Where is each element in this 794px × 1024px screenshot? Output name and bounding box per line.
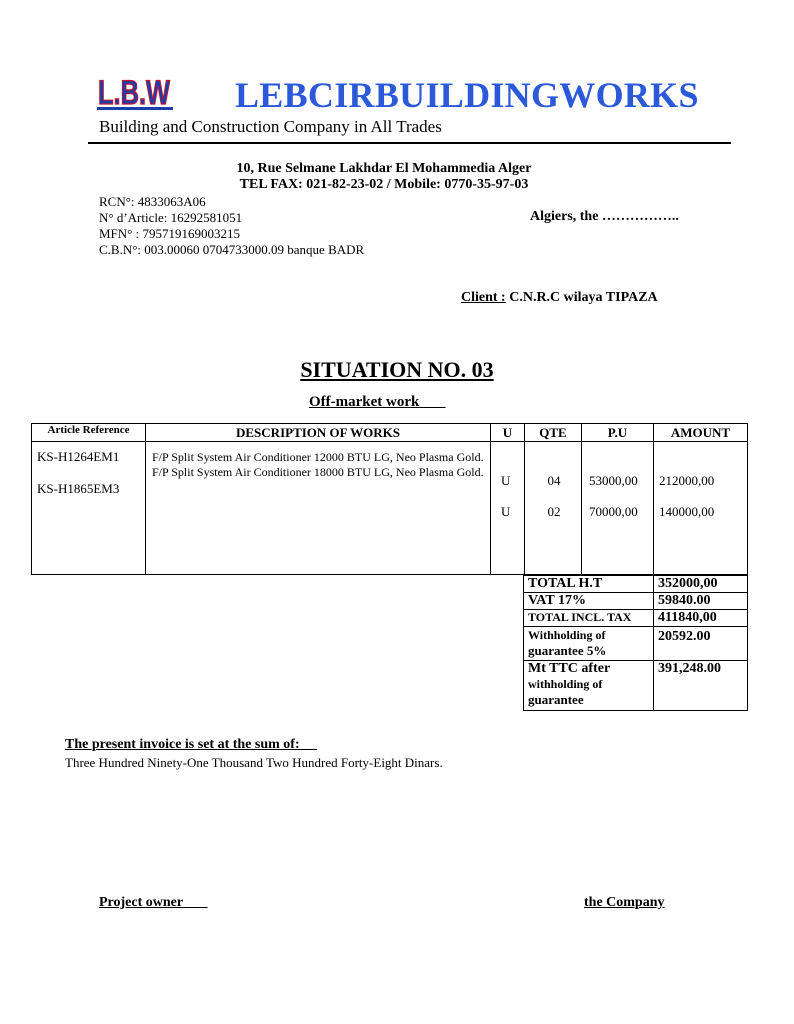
list-item: 70000,00 [589,504,638,519]
list-item: KS-H1865EM3 [37,481,120,496]
client-value: C.N.R.C wilaya TIPAZA [505,290,658,305]
totals-table [523,575,748,711]
document-title: SITUATION NO. 03 [300,357,494,382]
table-row [524,576,748,593]
mt-ttc-label: Mt TTC after withholding of guarantee [524,661,654,711]
registration-article: N° d’Article: 16292581051 [99,210,243,225]
table-row [524,661,748,711]
company-phone: TEL FAX: 021-82-23-02 / Mobile: 0770-35-97-03 [239,177,529,192]
list-item: 212000,00 [659,473,715,488]
client-line [461,290,658,306]
list-item: F/P Split System Air Conditioner 18000 BTU LG, Neo Plasma Gold. [152,465,484,479]
client-label: Client : [461,290,506,305]
registration-cbn: C.B.N°: 003.00060 0704733000.09 banque BADR [99,242,365,257]
company-tagline: Building and Construction Company in All Trades [99,117,442,136]
vat-value: 59840.00 [654,593,748,610]
table-body-row [32,442,748,575]
svg-text:L.B.W: L.B.W [98,74,171,112]
list-item: 02 [547,504,561,519]
pu-cell [582,442,654,575]
works-table [31,423,748,575]
sum-heading: The present invoice is set at the sum of: [65,737,300,752]
project-owner-signature: Project owner [99,895,184,910]
qte-cell [525,442,582,575]
withholding-value: 20592.00 [654,627,748,661]
list-item: 140000,00 [659,504,715,519]
header-pu: P.U [582,424,654,442]
incl-tax-value: 411840,00 [654,610,748,627]
mt-ttc-value: 391,248.00 [654,661,748,711]
total-ht-value: 352000,00 [654,576,748,593]
withholding-label: Withholding of guarantee 5% [524,627,654,661]
company-signature: the Company [584,895,665,910]
header-amount: AMOUNT [654,424,748,442]
header-description: DESCRIPTION OF WORKS [146,424,491,442]
header-divider [88,142,731,144]
table-row [524,627,748,661]
header-unit: U [491,424,525,442]
list-item: U [501,473,511,488]
registration-mfn: MFN° : 795719169003215 [99,226,240,241]
total-ht-label: TOTAL H.T [524,576,654,593]
ref-cell [32,442,146,575]
vat-label: VAT 17% [524,593,654,610]
table-row [524,610,748,627]
company-logo [97,72,173,112]
table-row [524,593,748,610]
header-qte: QTE [525,424,582,442]
amount-cell [654,442,748,575]
description-cell [146,442,491,575]
list-item: 04 [547,473,561,488]
company-address: 10, Rue Selmane Lakhdar El Mohammedia Alger [236,161,532,176]
company-name: LEBCIRBUILDINGWORKS [235,75,699,115]
registration-rcn: RCN°: 4833063A06 [99,194,206,209]
table-header-row [32,424,748,442]
list-item: KS-H1264EM1 [37,449,120,464]
document-subtitle: Off-market work [309,394,420,410]
unit-cell [491,442,525,575]
sum-text: Three Hundred Ninety-One Thousand Two Hundred Forty-Eight Dinars. [65,755,443,770]
list-item: U [501,504,511,519]
date-line: Algiers, the …………….. [530,209,679,224]
list-item: F/P Split System Air Conditioner 12000 BTU LG, Neo Plasma Gold. [152,450,484,464]
header-article-reference: Article Reference [32,424,146,442]
list-item: 53000,00 [589,473,638,488]
incl-tax-label: TOTAL INCL. TAX [524,610,654,627]
